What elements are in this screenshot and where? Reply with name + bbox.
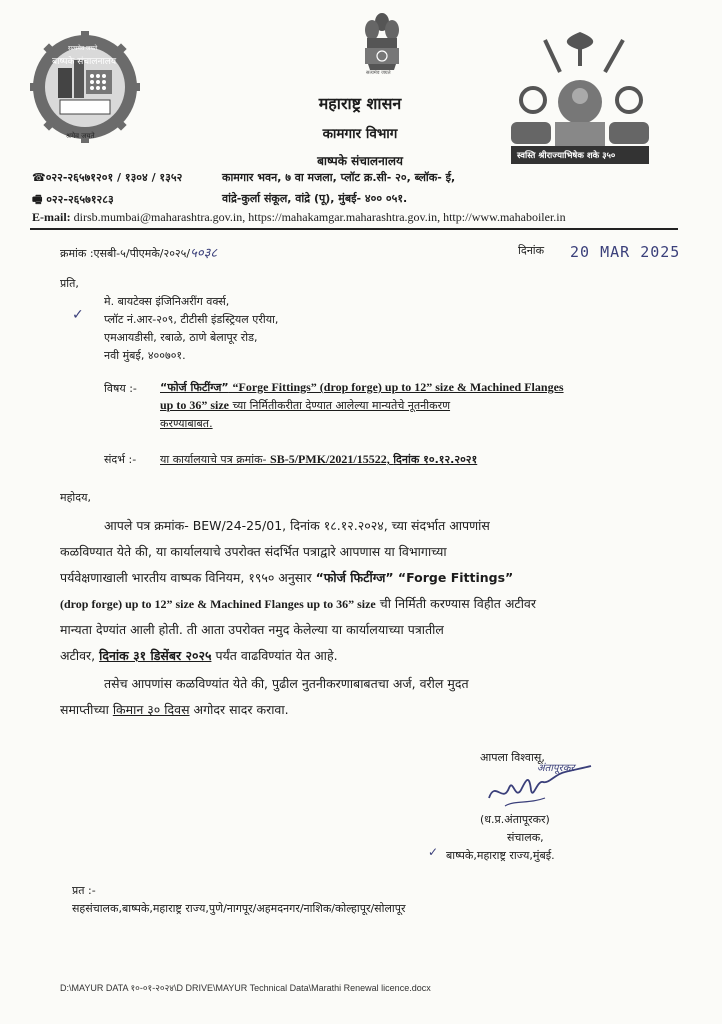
email-label: E-mail: — [32, 210, 71, 224]
signature-scrawl: अंतापूरकर — [537, 763, 575, 774]
reference-number — [60, 243, 217, 261]
body-bold-span: “फोर्ज फिटींग्ज” “Forge Fittings” — [315, 570, 514, 585]
logo-top-text: सत्यमेव जयते — [68, 46, 98, 52]
body-line — [60, 569, 513, 586]
tick-mark: ✓ — [72, 307, 84, 323]
reference-label: संदर्भ :- — [104, 453, 137, 466]
body-line — [60, 595, 536, 612]
seal-caption: स्वस्ति श्रीराज्याभिषेक शके ३५० — [517, 151, 616, 161]
body-line: कळविण्यात येते की, या कार्यालयाचे उपरोक्त संदर्भित पत्राद्वारे आपणास या विभागाच्या — [60, 544, 447, 559]
recipient-to: प्रति, — [60, 277, 79, 290]
body-text-span: ची निर्मिती करण्यास विहीत अटीवर — [379, 596, 536, 611]
copy-recipients: सहसंचालक,बाष्पके,महाराष्ट्र राज्य,पुणे/नागपूर/अहमदनगर/नाशिक/कोल्हापूर/सोलापूर — [72, 902, 406, 915]
subject-line-1 — [160, 380, 564, 395]
boiler-directorate-logo — [30, 30, 140, 145]
validity-date: दिनांक ३१ डिसेंबर २०२५ — [99, 648, 212, 663]
reference-letter-number: SB-5/PMK/2021/15522, — [270, 452, 390, 466]
recipient-line: मे. बायटेक्स इंजिनिअरींग वर्क्स, — [104, 295, 230, 308]
signatory-name: (ध.प्र.अंतापूरकर) — [480, 813, 550, 826]
office-name: बाष्पके संचालनालय — [317, 154, 403, 168]
govt-name: महाराष्ट्र शासन — [318, 94, 402, 113]
salutation: महोदय, — [60, 491, 91, 504]
reference-intro: या कार्यालयाचे पत्र क्रमांक- — [160, 453, 267, 466]
subject-english-2: up to 36” size — [160, 398, 229, 412]
emblem-caption: सत्यमेव जयते — [366, 70, 391, 76]
email-and-websites[interactable]: dirsb.mumbai@maharashtra.gov.in, https://mahakamgar.maharashtra.gov.in, http://www.mahaboiler.in — [73, 210, 566, 224]
fax-number: 🖷 ०२२-२६५७१२८३ — [32, 193, 114, 206]
recipient-line: नवी मुंबई, ४००७०१. — [104, 349, 186, 362]
national-emblem — [360, 10, 404, 80]
subject-marathi-2: च्या निर्मितीकरीता देण्यात आलेल्या मान्यतेचे नूतनीकरण — [232, 399, 451, 412]
address-line-2: वांद्रे-कुर्ला संकूल, वांद्रे (पू), मुंबई- ४०० ०५१. — [222, 192, 408, 205]
subject-line-3: करण्याबाबत. — [160, 417, 213, 430]
date-label: दिनांक — [518, 244, 545, 257]
date-stamp: 20 MAR 2025 — [570, 243, 681, 261]
body-bold-span: (drop forge) up to 12” size & Machined Flanges up to 36” size — [60, 597, 376, 611]
subject-marathi: “फोर्ज फिटींग्ज” — [160, 381, 229, 394]
body-line — [60, 647, 338, 664]
subject-line-2 — [160, 398, 450, 413]
tick-mark: ✓ — [428, 845, 439, 859]
phone-numbers: ☎०२२-२६५७१२०१ / १३०४ / १३५२ — [32, 171, 183, 184]
coronation-seal-logo — [505, 30, 655, 170]
body-text-span: समाप्तीच्या — [60, 702, 109, 717]
signatory-title: संचालक, — [507, 831, 544, 844]
signatory-office: बाष्पके,महाराष्ट्र राज्य,मुंबई. — [446, 849, 555, 862]
contact-links — [32, 210, 566, 225]
file-path: D:\MAYUR DATA १०-०१-२०२४\D DRIVE\MAYUR Technical Data\Marathi Renewal licence.docx — [60, 983, 431, 993]
body-text-span: पर्यवेक्षणाखाली भारतीय वाष्पक विनियम, १९५० अनुसार — [60, 570, 312, 585]
closing: आपला विश्वासू, — [480, 751, 545, 764]
header-divider — [30, 228, 678, 230]
logo-ring-text: बाष्पके संचालनालय — [52, 57, 117, 67]
recipient-line: प्लॉट नं.आर-२०९, टीटीसी इंडस्ट्रियल एरीया, — [104, 313, 279, 326]
body-text-span: पर्यंत वाढविण्यांत येत आहे. — [215, 648, 338, 663]
body-line: आपले पत्र क्रमांक- BEW/24-25/01, दिनांक १८.१२.२०२४, च्या संदर्भात आपणांस — [104, 518, 490, 533]
reference-text — [160, 452, 477, 467]
handwritten-signature — [485, 760, 595, 810]
body-line: मान्यता देण्यांत आली होती. ती आता उपरोक्त नमुद केलेल्या या कार्यालयाच्या पत्रातील — [60, 622, 444, 637]
reference-date: दिनांक १०.१२.२०२१ — [393, 453, 478, 466]
body-text-span: अगोदर सादर करावा. — [193, 702, 289, 717]
recipient-line: एमआयडीसी, रबाळे, ठाणे बेलापूर रोड, — [104, 331, 258, 344]
deadline-days: किमान ३० दिवस — [112, 702, 190, 717]
body-line — [60, 701, 289, 718]
body-text-span: अटीवर, — [60, 648, 96, 663]
copy-label: प्रत :- — [72, 884, 96, 897]
body-line: तसेच आपणांस कळविण्यांत येते की, पुढील नुतनीकरणाबाबतचा अर्ज, वरील मुदत — [104, 676, 469, 691]
dept-name: कामगार विभाग — [322, 126, 398, 142]
subject-label: विषय :- — [104, 382, 137, 395]
address-line-1: कामगार भवन, ७ वा मजला, प्लॉट क्र.सी- २०, ब्लॉक- ई, — [222, 171, 456, 184]
logo-motto: श्रमेव जयते — [66, 132, 95, 140]
reference-number-text: क्रमांक :एसबी-५/पीएमके/२०२५/ — [60, 247, 191, 260]
handwritten-number: ५०३८ — [190, 246, 218, 261]
subject-english: “Forge Fittings” (drop forge) up to 12” size & Machined Flanges — [232, 380, 564, 394]
